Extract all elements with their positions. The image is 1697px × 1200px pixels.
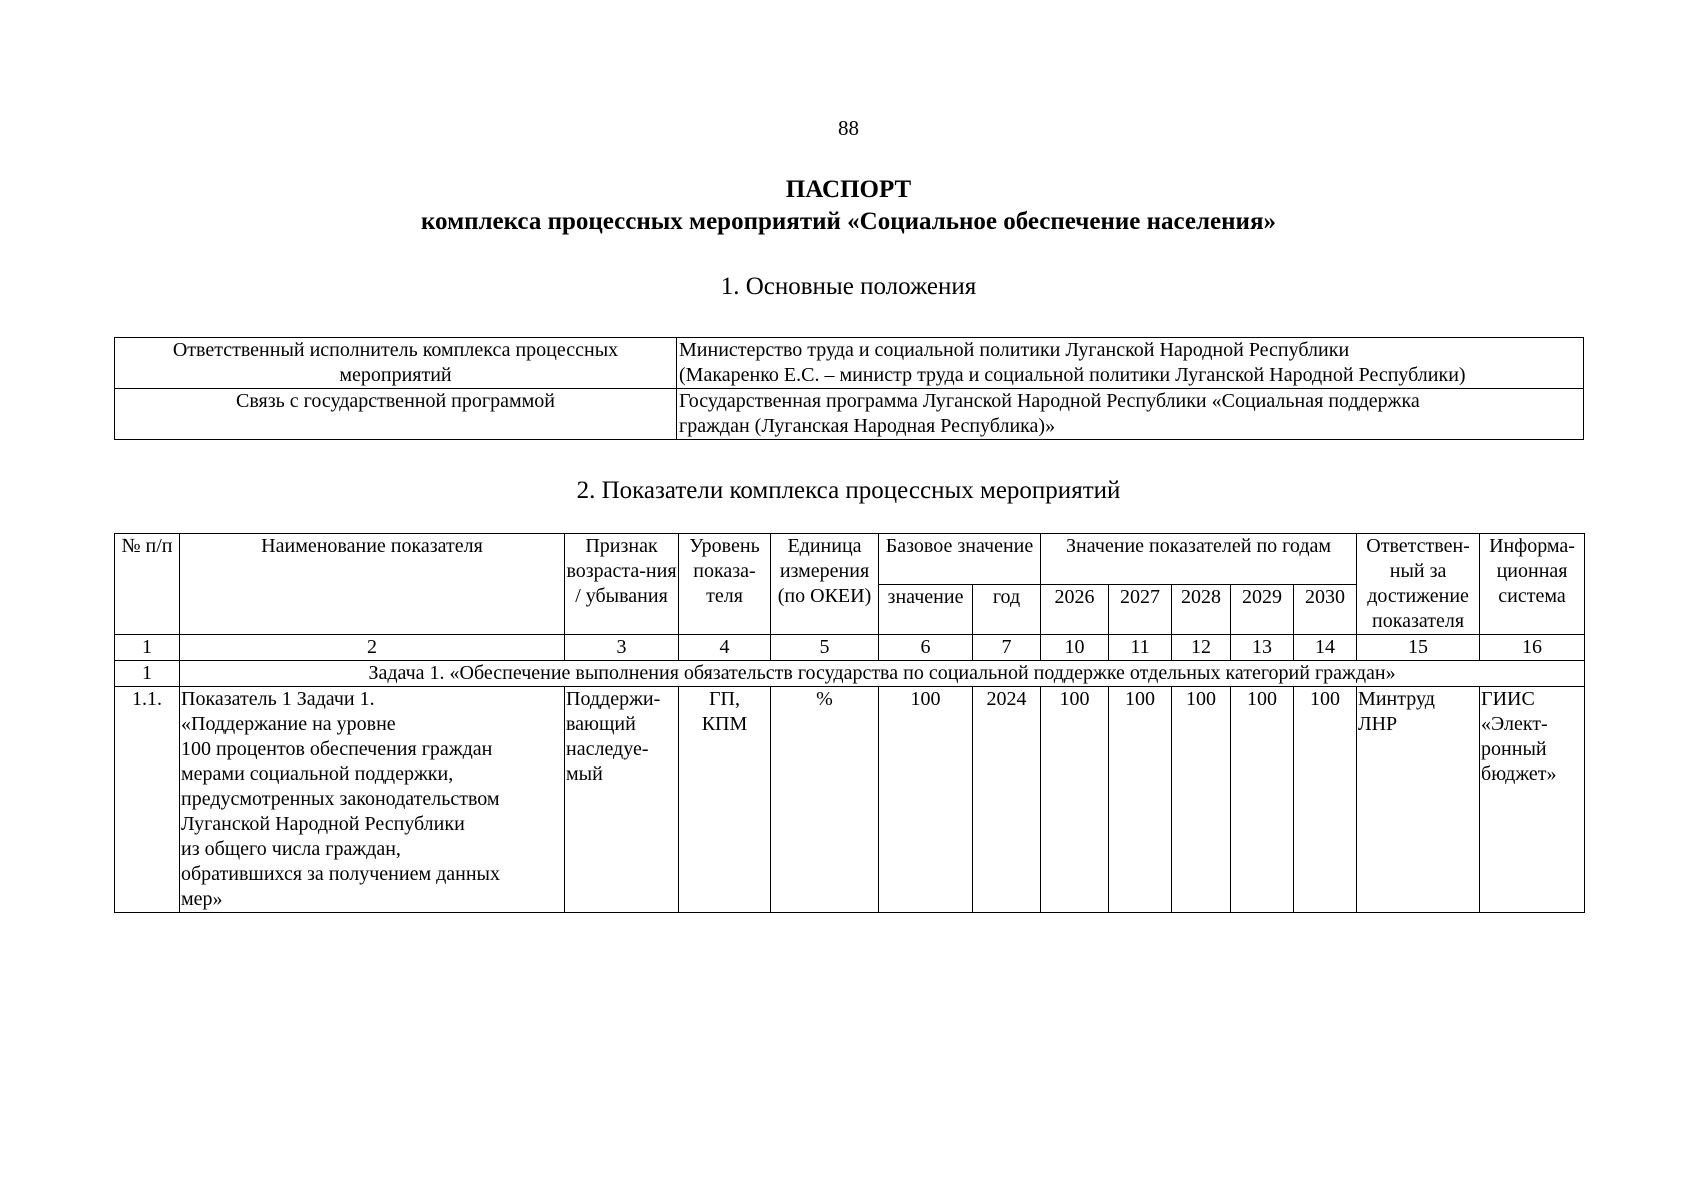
responsible-line: ЛНР xyxy=(1358,713,1398,735)
header-sign: Признак возраста-ния / убывания xyxy=(565,534,679,635)
name-line: «Поддержание на уровне xyxy=(181,713,396,735)
value-line: Министерство труда и социальной политики Луганской Народной Республики xyxy=(679,339,1350,361)
column-number: 12 xyxy=(1172,635,1231,661)
indicator-value-2028: 100 xyxy=(1172,687,1231,913)
sign-line: мый xyxy=(566,763,603,785)
section-1-heading: 1. Основные положения xyxy=(720,273,977,300)
column-number: 4 xyxy=(679,635,771,661)
title-line-2: комплекса процессных мероприятий «Социальное обеспечение населения» xyxy=(420,208,1276,235)
table-row xyxy=(115,389,1584,440)
row-label: Ответственный исполнитель комплекса процессных мероприятий xyxy=(115,338,677,389)
header-years-group: Значение показателей по годам xyxy=(1041,534,1357,585)
column-number: 2 xyxy=(180,635,565,661)
header-year: 2028 xyxy=(1172,584,1231,635)
header-responsible: Ответствен-ный за достижение показателя xyxy=(1357,534,1480,635)
name-line: из общего числа граждан, xyxy=(181,838,401,860)
column-number: 1 xyxy=(115,635,180,661)
task-num: 1 xyxy=(115,661,180,687)
info-line: бюджет» xyxy=(1481,763,1557,785)
column-number: 5 xyxy=(771,635,879,661)
header-base-year: год xyxy=(973,584,1041,635)
indicator-num: 1.1. xyxy=(115,687,180,913)
responsible-line: Минтруд xyxy=(1358,688,1435,710)
value-line: (Макаренко Е.С. – министр труда и социальной политики Луганской Народной Республики) xyxy=(679,364,1466,386)
header-base: Базовое значение xyxy=(879,534,1041,585)
indicator-sign xyxy=(565,687,679,913)
indicator-value-2030: 100 xyxy=(1294,687,1357,913)
sign-line: Поддержи- xyxy=(566,688,661,710)
indicator-value-2026: 100 xyxy=(1041,687,1109,913)
header-num: № п/п xyxy=(115,534,180,635)
indicator-value-2027: 100 xyxy=(1109,687,1172,913)
title-line-1: ПАСПОРТ xyxy=(785,176,912,203)
column-number: 6 xyxy=(879,635,973,661)
column-number: 3 xyxy=(565,635,679,661)
document-title xyxy=(0,174,1697,238)
info-line: «Элект- xyxy=(1481,713,1548,735)
info-line: ГИИС xyxy=(1481,688,1535,710)
indicators-table xyxy=(114,533,1585,913)
name-line: мерами социальной поддержки, xyxy=(181,763,454,785)
column-number: 16 xyxy=(1480,635,1585,661)
header-year: 2030 xyxy=(1294,584,1357,635)
level-line: КПМ xyxy=(701,713,748,735)
name-line: мер» xyxy=(181,888,223,910)
basic-positions-table xyxy=(114,337,1584,440)
name-line: обратившихся за получением данных xyxy=(181,863,500,885)
task-text: Задача 1. «Обеспечение выполнения обязательств государства по социальной поддержке отдельных категорий граждан» xyxy=(180,661,1585,687)
indicator-row xyxy=(115,687,1585,913)
indicator-level xyxy=(679,687,771,913)
indicator-name xyxy=(180,687,565,913)
header-base-value: значение xyxy=(879,584,973,635)
row-value xyxy=(677,338,1584,389)
header-name: Наименование показателя xyxy=(180,534,565,635)
sign-line: наследуе- xyxy=(566,738,649,760)
header-level: Уровень показа-теля xyxy=(679,534,771,635)
name-line: предусмотренных законодательством xyxy=(181,788,500,810)
column-number: 15 xyxy=(1357,635,1480,661)
indicator-responsible xyxy=(1357,687,1480,913)
row-label: Связь с государственной программой xyxy=(115,389,677,440)
header-row xyxy=(115,534,1585,585)
indicator-info-system xyxy=(1480,687,1585,913)
page-number: 88 xyxy=(838,116,859,140)
column-numbers-row xyxy=(115,635,1585,661)
info-line: ронный xyxy=(1481,738,1547,760)
header-year: 2027 xyxy=(1109,584,1172,635)
header-unit: Единица измерения (по ОКЕИ) xyxy=(771,534,879,635)
indicator-unit: % xyxy=(771,687,879,913)
name-line: 100 процентов обеспечения граждан xyxy=(181,738,493,760)
row-value xyxy=(677,389,1584,440)
header-year: 2026 xyxy=(1041,584,1109,635)
section-2-heading: 2. Показатели комплекса процессных мероприятий xyxy=(576,477,1121,504)
value-line: Государственная программа Луганской Народной Республики «Социальная поддержка xyxy=(679,390,1420,412)
indicator-base-year: 2024 xyxy=(973,687,1041,913)
header-year: 2029 xyxy=(1231,584,1294,635)
name-line: Показатель 1 Задачи 1. xyxy=(181,688,375,710)
column-number: 13 xyxy=(1231,635,1294,661)
table-row xyxy=(115,338,1584,389)
indicator-value-2029: 100 xyxy=(1231,687,1294,913)
header-info-system: Информа-ционная система xyxy=(1480,534,1585,635)
level-line: ГП, xyxy=(708,688,740,710)
sign-line: вающий xyxy=(566,713,636,735)
column-number: 14 xyxy=(1294,635,1357,661)
indicator-base-value: 100 xyxy=(879,687,973,913)
name-line: Луганской Народной Республики xyxy=(181,813,465,835)
column-number: 11 xyxy=(1109,635,1172,661)
column-number: 7 xyxy=(973,635,1041,661)
task-row xyxy=(115,661,1585,687)
column-number: 10 xyxy=(1041,635,1109,661)
value-line: граждан (Луганская Народная Республика)» xyxy=(679,415,1056,437)
